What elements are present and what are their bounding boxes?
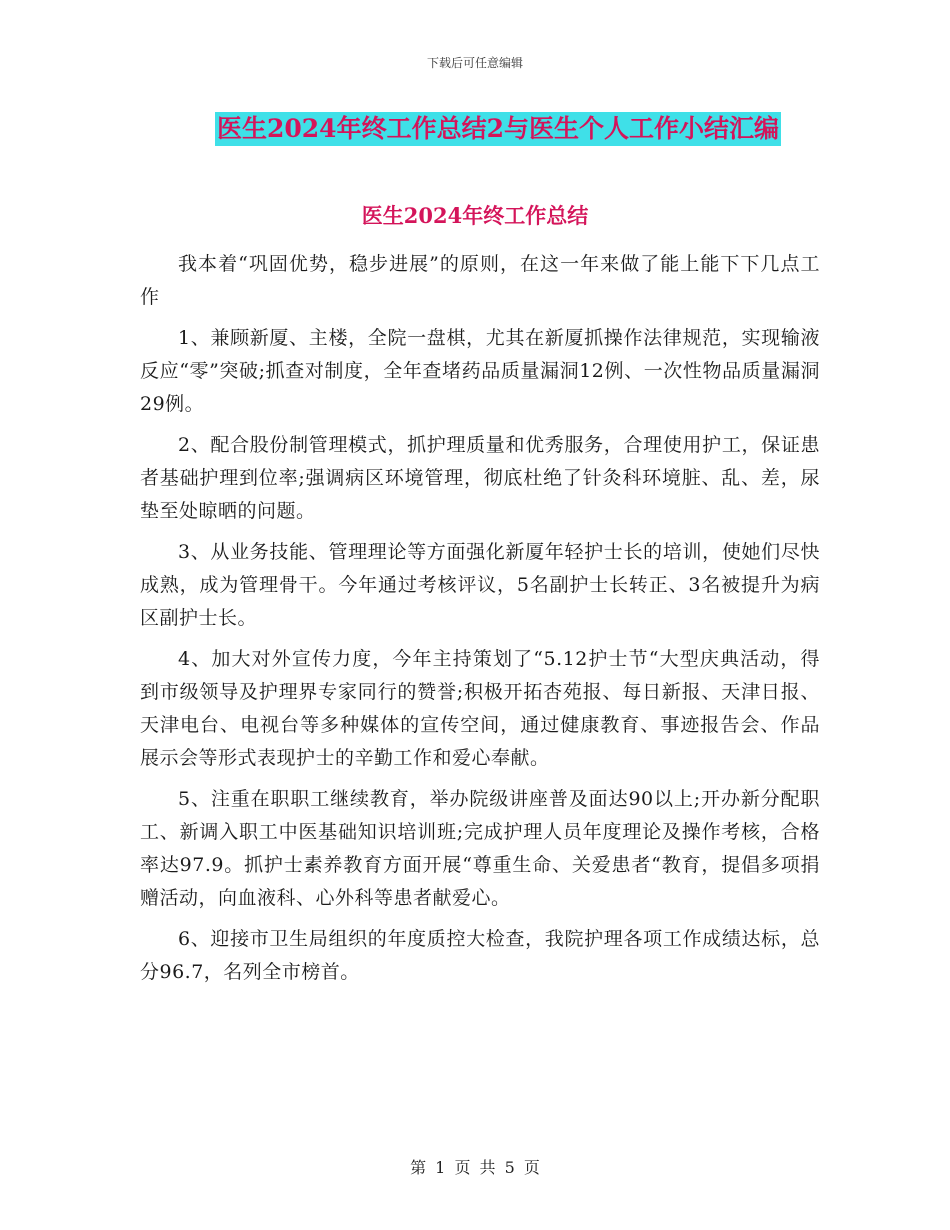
- page-header-note: 下载后可任意编辑: [426, 56, 523, 70]
- paragraph-item-5: 5、注重在职职工继续教育，举办院级讲座普及面达90以上;开办新分配职工、新调入职工中医基础知识培训班;完成护理人员年度理论及操作考核，合格率达97.9。抓护士素养教育方面开展“尊重生命、关爱患者“教育，提倡多项捐赠活动，向血液科、心外科等患者献爱心。: [140, 788, 820, 909]
- paragraph-item-3: 3、从业务技能、管理理论等方面强化新厦年轻护士长的培训，使她们尽快成熟，成为管理骨干。今年通过考核评议，5名副护士长转正、3名被提升为病区副护士长。: [140, 541, 820, 629]
- main-title-container: [0, 112, 950, 146]
- document-body: [140, 248, 820, 997]
- paragraph-item-6: 6、迎接市卫生局组织的年度质控大检查，我院护理各项工作成绩达标，总分96.7，名列全市榜首。: [140, 928, 820, 983]
- paragraph-item-4: 4、加大对外宣传力度，今年主持策划了“5.12护士节“大型庆典活动，得到市级领导及护理界专家同行的赞誉;积极开拓杏苑报、每日新报、天津日报、天津电台、电视台等多种媒体的宣传空间，通过健康教育、事迹报告会、作品展示会等形式表现护士的辛勤工作和爱心奉献。: [140, 648, 820, 769]
- paragraph-intro: 我本着“巩固优势，稳步进展”的原则，在这一年来做了能上能下下几点工作: [140, 253, 820, 308]
- paragraph-item-1: 1、兼顾新厦、主楼，全院一盘棋，尤其在新厦抓操作法律规范，实现输液反应“零”突破;抓查对制度，全年查堵药品质量漏洞12例、一次性物品质量漏洞29例。: [140, 327, 820, 415]
- paragraph-item-2: 2、配合股份制管理模式，抓护理质量和优秀服务，合理使用护工，保证患者基础护理到位率;强调病区环境管理，彻底杜绝了针灸科环境脏、乱、差，尿垫至处晾晒的问题。: [140, 434, 820, 522]
- section-title: 医生2024年终工作总结: [361, 203, 589, 228]
- page-footer-number: 第 1 页 共 5 页: [410, 1158, 540, 1177]
- document-main-title: 医生2024年终工作总结2与医生个人工作小结汇编: [215, 112, 781, 146]
